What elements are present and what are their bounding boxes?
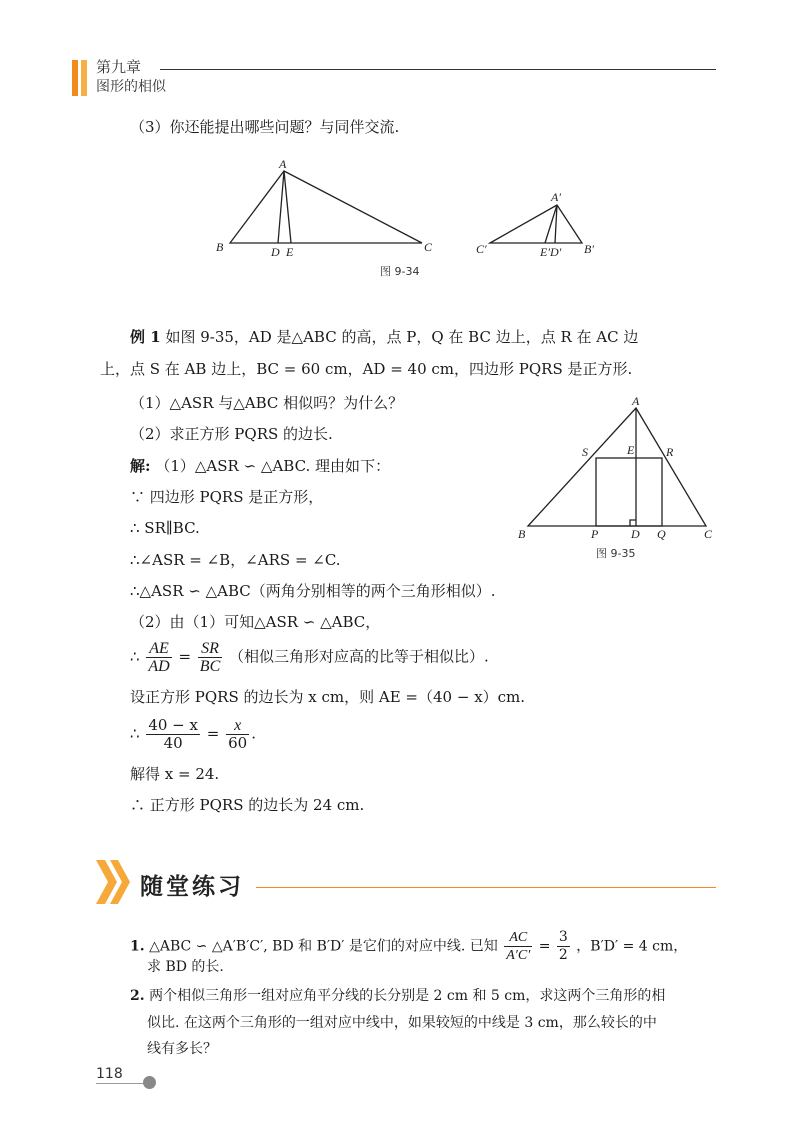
fraction-40-minus-x — [146, 717, 200, 752]
fraction-denominator: 40 — [163, 734, 183, 752]
fig35-label-s: S — [582, 445, 588, 459]
fraction-denominator: 60 — [228, 734, 248, 752]
fraction-3-2 — [557, 929, 570, 964]
example-statement-1: 如图 9-35，AD 是△ABC 的高，点 P，Q 在 BC 边上，点 R 在 AC 边 — [165, 328, 639, 346]
therefore-symbol: ∴ — [130, 647, 140, 666]
solution-line-10: 解得 x = 24. — [130, 765, 220, 783]
practice-section-title: 随堂练习 — [140, 874, 244, 900]
exercise-1-text-b: ，B′D′ = 4 cm， — [576, 938, 688, 955]
chapter-title: 图形的相似 — [96, 79, 166, 95]
fraction-denominator: A′C′ — [506, 948, 531, 963]
fig34-label-c-prime: C′ — [476, 242, 487, 256]
chapter-accent-bar — [72, 60, 78, 96]
fraction-ac-a-prime-c-prime — [504, 929, 532, 964]
page-number: 118 — [96, 1066, 123, 1082]
example-1-line-1 — [130, 327, 638, 347]
fig34-label-e: E — [286, 245, 294, 259]
equals-sign: = — [538, 938, 551, 955]
practice-section-rule — [256, 887, 716, 888]
solution-line-2: ∵ 四边形 PQRS 是正方形， — [130, 488, 324, 506]
fig35-label-p: P — [591, 527, 599, 541]
solution-line-9 — [130, 717, 256, 752]
exercise-2-text-a: 两个相似三角形一组对应角平分线的长分别是 2 cm 和 5 cm，求这两个三角形的相 — [149, 988, 666, 1004]
fig35-label-d: D — [631, 527, 640, 541]
fig34-label-e-d-prime: E′D′ — [540, 245, 562, 259]
fig35-label-q: Q — [657, 527, 666, 541]
solution-line-8: 设正方形 PQRS 的边长为 x cm，则 AE =（40 − x）cm. — [130, 688, 526, 706]
chapter-label: 第九章 — [96, 58, 142, 76]
period: . — [251, 724, 256, 743]
fig35-label-a: A — [632, 394, 640, 408]
fraction-denominator: 2 — [558, 947, 568, 963]
solution-line-4: ∴∠ASR = ∠B，∠ARS = ∠C. — [130, 551, 341, 569]
fraction-x-60 — [226, 717, 249, 752]
fraction-sr-bc — [198, 640, 222, 675]
solution-line-7-suffix: （相似三角形对应高的比等于相似比）. — [229, 647, 489, 666]
fraction-denominator: AD — [148, 658, 170, 675]
example-question-1: （1）△ASR 与△ABC 相似吗？为什么？ — [130, 394, 404, 412]
solution-line-6: （2）由（1）可知△ASR ∽ △ABC， — [130, 613, 381, 631]
therefore-symbol: ∴ — [130, 724, 140, 743]
fraction-numerator: x — [226, 717, 249, 735]
exercise-1-text-a: △ABC ∽ △A′B′C′, BD 和 B′D′ 是它们的对应中线. 已知 — [149, 938, 498, 955]
exercise-2-line-1 — [130, 986, 665, 1006]
fig35-label-e: E — [627, 443, 635, 457]
solution-line-3: ∴ SR∥BC. — [130, 519, 200, 537]
page-number-dot — [143, 1076, 156, 1089]
fig35-label-c: C — [704, 527, 713, 541]
fraction-numerator: 3 — [558, 929, 568, 945]
fig34-label-a-prime: A′ — [551, 190, 561, 204]
example-statement-2: 上，点 S 在 AB 边上，BC = 60 cm，AD = 40 cm，四边形 PQRS 是正方形. — [100, 360, 633, 378]
figure-9-35 — [510, 392, 720, 552]
fig34-label-a: A — [279, 157, 287, 171]
figure-9-35-caption: 图 9-35 — [596, 547, 636, 560]
chapter-accent-bar-light — [81, 60, 87, 96]
solution-line-1 — [130, 456, 390, 476]
example-question-2: （2）求正方形 PQRS 的边长. — [130, 425, 333, 443]
fraction-numerator: AE — [146, 640, 171, 658]
fraction-numerator: AC — [504, 929, 532, 947]
section-chevron-icon — [96, 858, 136, 906]
figure-9-34-caption: 图 9-34 — [380, 265, 420, 278]
exercise-2-number: 2. — [130, 988, 145, 1004]
exercise-1-number: 1. — [130, 938, 145, 955]
exercise-2-line-3: 线有多长？ — [147, 1041, 217, 1057]
solution-line-7 — [130, 640, 489, 675]
fig34-label-d: D — [271, 245, 280, 259]
solution-line-5: ∴△ASR ∽ △ABC（两角分别相等的两个三角形相似）. — [130, 582, 496, 600]
fraction-ae-ad — [146, 640, 171, 675]
header-rule — [160, 69, 716, 70]
fig34-label-b: B — [216, 240, 224, 254]
exercise-2-line-2: 似比. 在这两个三角形的一组对应中线中，如果较短的中线是 3 cm，那么较长的中 — [147, 1015, 657, 1031]
question-3: （3）你还能提出哪些问题？与同伴交流. — [130, 118, 400, 136]
fraction-numerator: SR — [198, 640, 222, 658]
equals-sign: = — [178, 647, 192, 666]
example-label: 例 1 — [130, 328, 161, 346]
page-number-rule — [96, 1083, 144, 1084]
fig34-label-c: C — [424, 240, 433, 254]
fig35-label-b: B — [518, 527, 526, 541]
solution-text-1: （1）△ASR ∽ △ABC. 理由如下： — [155, 457, 391, 475]
equals-sign: = — [206, 724, 220, 743]
fraction-denominator: BC — [199, 658, 221, 675]
fraction-numerator: 40 − x — [148, 716, 198, 734]
exercise-1-line-2: 求 BD 的长. — [147, 959, 224, 975]
fig35-label-r: R — [666, 445, 674, 459]
figure-9-34 — [200, 155, 620, 280]
fig34-label-b-prime: B′ — [584, 242, 594, 256]
solution-line-11: ∴ 正方形 PQRS 的边长为 24 cm. — [130, 796, 365, 814]
solution-head: 解: — [130, 457, 151, 475]
